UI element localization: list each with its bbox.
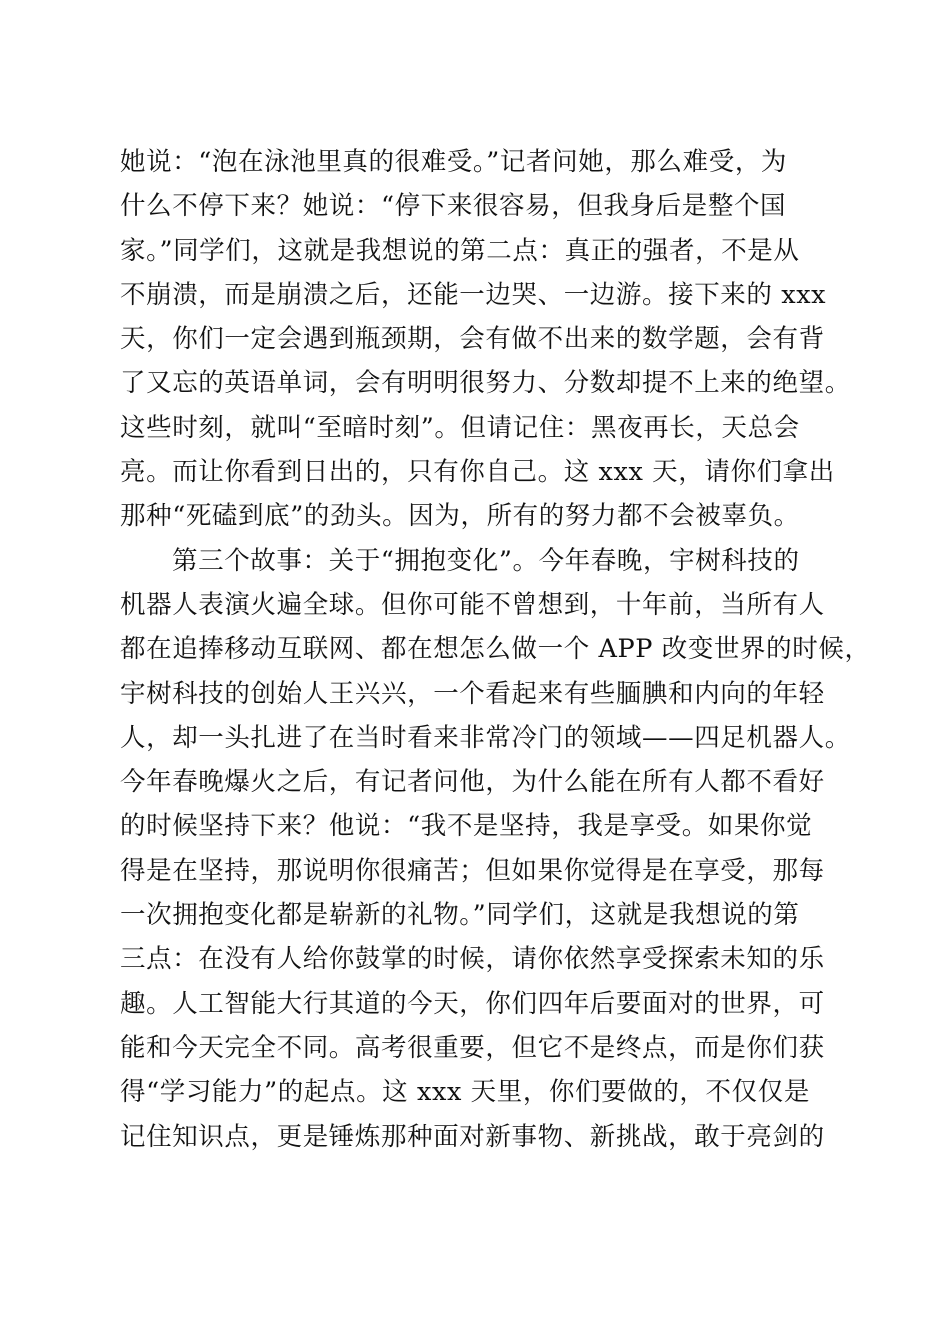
text-line: 得是在坚持，那说明你很痛苦；但如果你觉得是在享受，那每 xyxy=(120,855,825,886)
text-line: 今年春晚爆火之后，有记者问他，为什么能在所有人都不看好 xyxy=(120,767,825,798)
text-line: 得“学习能力”的起点。这 xxx 天里，你们要做的，不仅仅是 xyxy=(120,1077,810,1108)
text-line: 了又忘的英语单词，会有明明很努力、分数却提不上来的绝望。 xyxy=(120,368,851,399)
text-line: 都在追捧移动互联网、都在想怎么做一个 APP 改变世界的时候， xyxy=(120,634,871,665)
text-line: 人，却一头扎进了在当时看来非常冷门的领域——四足机器人。 xyxy=(120,722,851,753)
text-line: 亮。而让你看到日出的，只有你自己。这 xxx 天，请你们拿出 xyxy=(120,457,835,488)
body-text xyxy=(120,140,871,1159)
text-line: 什么不停下来？她说：“停下来很容易，但我身后是整个国 xyxy=(120,191,787,222)
text-line: 的时候坚持下来？他说：“我不是坚持，我是享受。如果你觉 xyxy=(120,811,813,842)
text-line: 她说：“泡在泳池里真的很难受。”记者问她，那么难受，为 xyxy=(120,147,788,177)
text-line: 天，你们一定会遇到瓶颈期，会有做不出来的数学题，会有背 xyxy=(120,324,825,355)
paragraph-start-line: 第三个故事：关于“拥抱变化”。今年春晚，宇树科技的 xyxy=(172,545,800,576)
text-line: 记住知识点，更是锤炼那种面对新事物、新挑战，敢于亮剑的 xyxy=(120,1121,825,1152)
text-line: 能和今天完全不同。高考很重要，但它不是终点，而是你们获 xyxy=(120,1032,825,1063)
text-line: 一次拥抱变化都是崭新的礼物。”同学们，这就是我想说的第 xyxy=(120,900,800,931)
text-line: 趣。人工智能大行其道的今天，你们四年后要面对的世界，可 xyxy=(120,988,825,1019)
text-line: 机器人表演火遍全球。但你可能不曾想到，十年前，当所有人 xyxy=(120,589,825,620)
text-line: 不崩溃，而是崩溃之后，还能一边哭、一边游。接下来的 xxx xyxy=(120,279,827,310)
text-line: 家。”同学们，这就是我想说的第二点：真正的强者，不是从 xyxy=(120,235,800,266)
text-line: 宇树科技的创始人王兴兴，一个看起来有些腼腆和内向的年轻 xyxy=(120,678,825,709)
text-line: 那种“死磕到底”的劲头。因为，所有的努力都不会被辜负。 xyxy=(120,501,800,532)
text-line: 三点：在没有人给你鼓掌的时候，请你依然享受探索未知的乐 xyxy=(120,944,825,975)
text-line: 这些时刻，就叫“至暗时刻”。但请记住：黑夜再长，天总会 xyxy=(120,412,800,443)
